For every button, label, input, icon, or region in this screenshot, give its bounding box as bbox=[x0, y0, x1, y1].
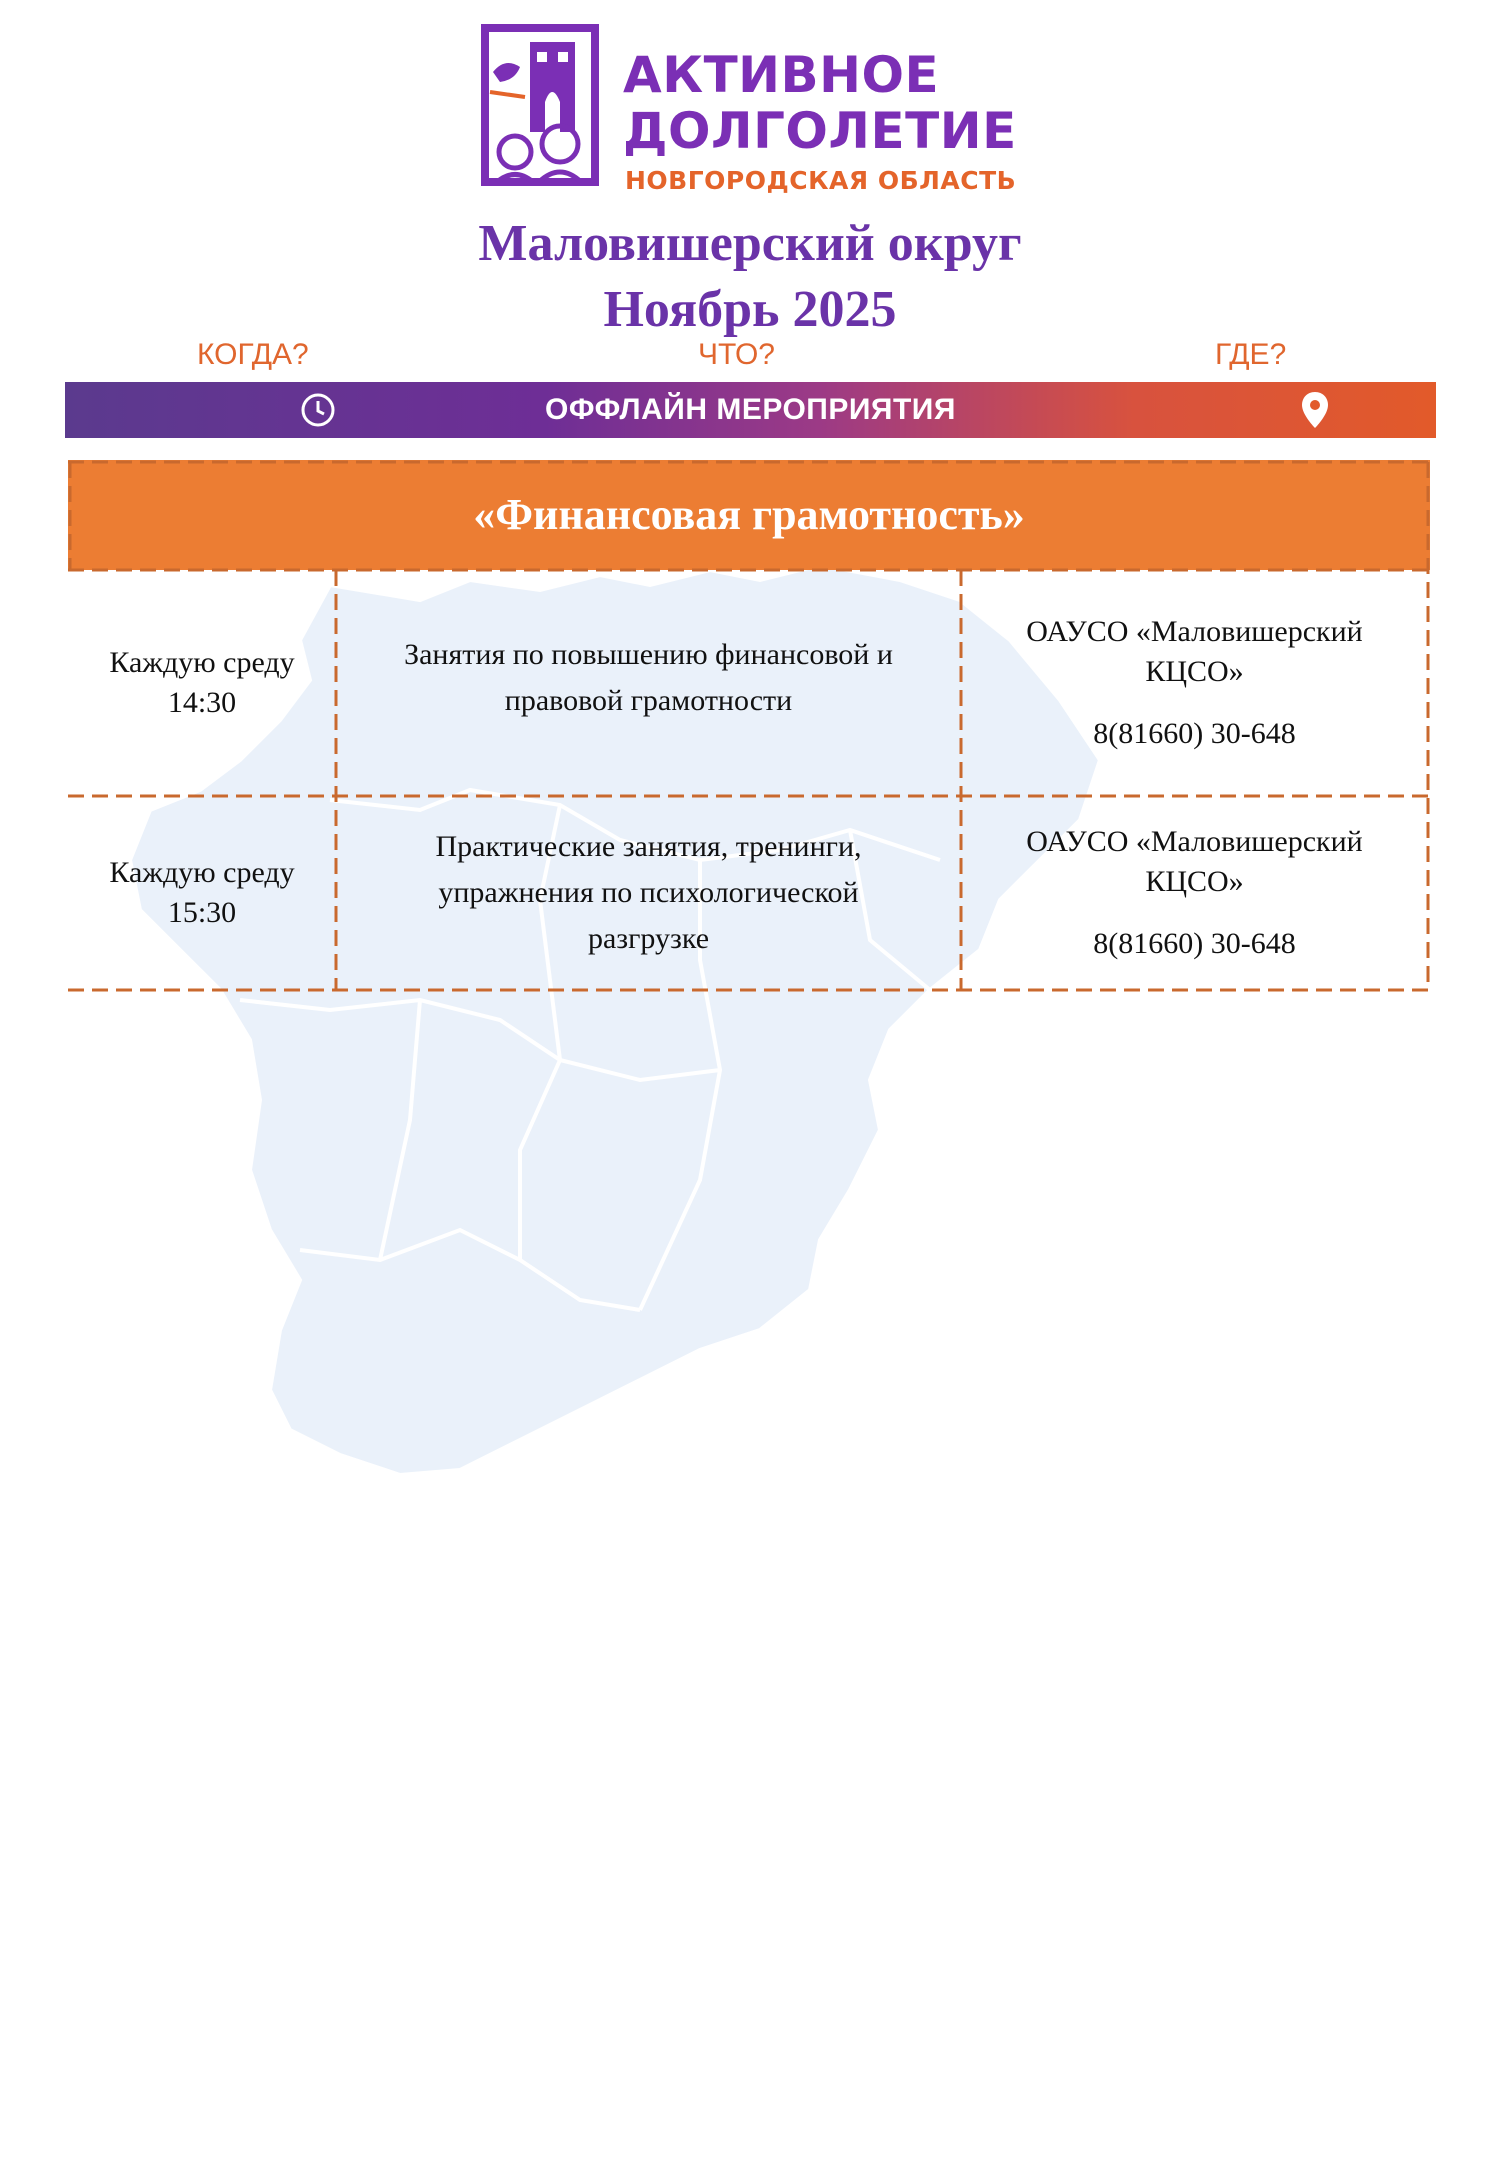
section-bar bbox=[65, 382, 1436, 438]
events-table bbox=[68, 460, 1430, 992]
table-row-1-what bbox=[336, 570, 961, 796]
where-line: КЦСО» bbox=[1145, 865, 1244, 898]
when-time: 14:30 bbox=[167, 686, 237, 719]
program-title: «Финансовая грамотность» bbox=[473, 490, 1025, 539]
logo bbox=[475, 22, 1035, 198]
table-row-2-what bbox=[336, 796, 961, 990]
section-bar-label: ОФФЛАЙН МЕРОПРИЯТИЯ bbox=[545, 393, 956, 426]
location-pin-icon bbox=[1300, 390, 1330, 430]
where-line: ОАУСО «Маловишерский bbox=[1026, 615, 1363, 648]
district-title: Маловишерский округ bbox=[478, 215, 1022, 272]
column-when-label: КОГДА? bbox=[197, 338, 309, 371]
where-line: ОАУСО «Маловишерский bbox=[1026, 825, 1363, 858]
when-day: Каждую среду bbox=[109, 856, 295, 889]
logo-line-2: ДОЛГОЛЕТИЕ bbox=[623, 102, 1017, 160]
fortress-dove-elders-logo-icon bbox=[475, 22, 605, 198]
phone-number: 8(81660) 30-648 bbox=[1093, 927, 1296, 960]
table-row-1-where bbox=[961, 570, 1428, 796]
what-line: правовой грамотности bbox=[504, 684, 793, 717]
logo-line-1: АКТИВНОЕ bbox=[623, 46, 940, 104]
what-line: Занятия по повышению финансовой и bbox=[404, 638, 893, 671]
when-time: 15:30 bbox=[167, 896, 237, 929]
when-day: Каждую среду bbox=[109, 646, 295, 679]
table-row-1-when bbox=[68, 570, 336, 796]
column-what-label: ЧТО? bbox=[698, 338, 775, 371]
what-line: разгрузке bbox=[587, 922, 710, 955]
table-row-2-when bbox=[68, 796, 336, 990]
where-line: КЦСО» bbox=[1145, 655, 1244, 688]
what-line: упражнения по психологической bbox=[438, 876, 859, 909]
what-line: Практические занятия, тренинги, bbox=[435, 830, 862, 863]
month-title: Ноябрь 2025 bbox=[603, 281, 897, 338]
column-where-label: ГДЕ? bbox=[1215, 338, 1287, 371]
logo-region: НОВГОРОДСКАЯ ОБЛАСТЬ bbox=[625, 166, 1017, 195]
table-row-2-where bbox=[961, 796, 1428, 990]
phone-number: 8(81660) 30-648 bbox=[1093, 717, 1296, 750]
